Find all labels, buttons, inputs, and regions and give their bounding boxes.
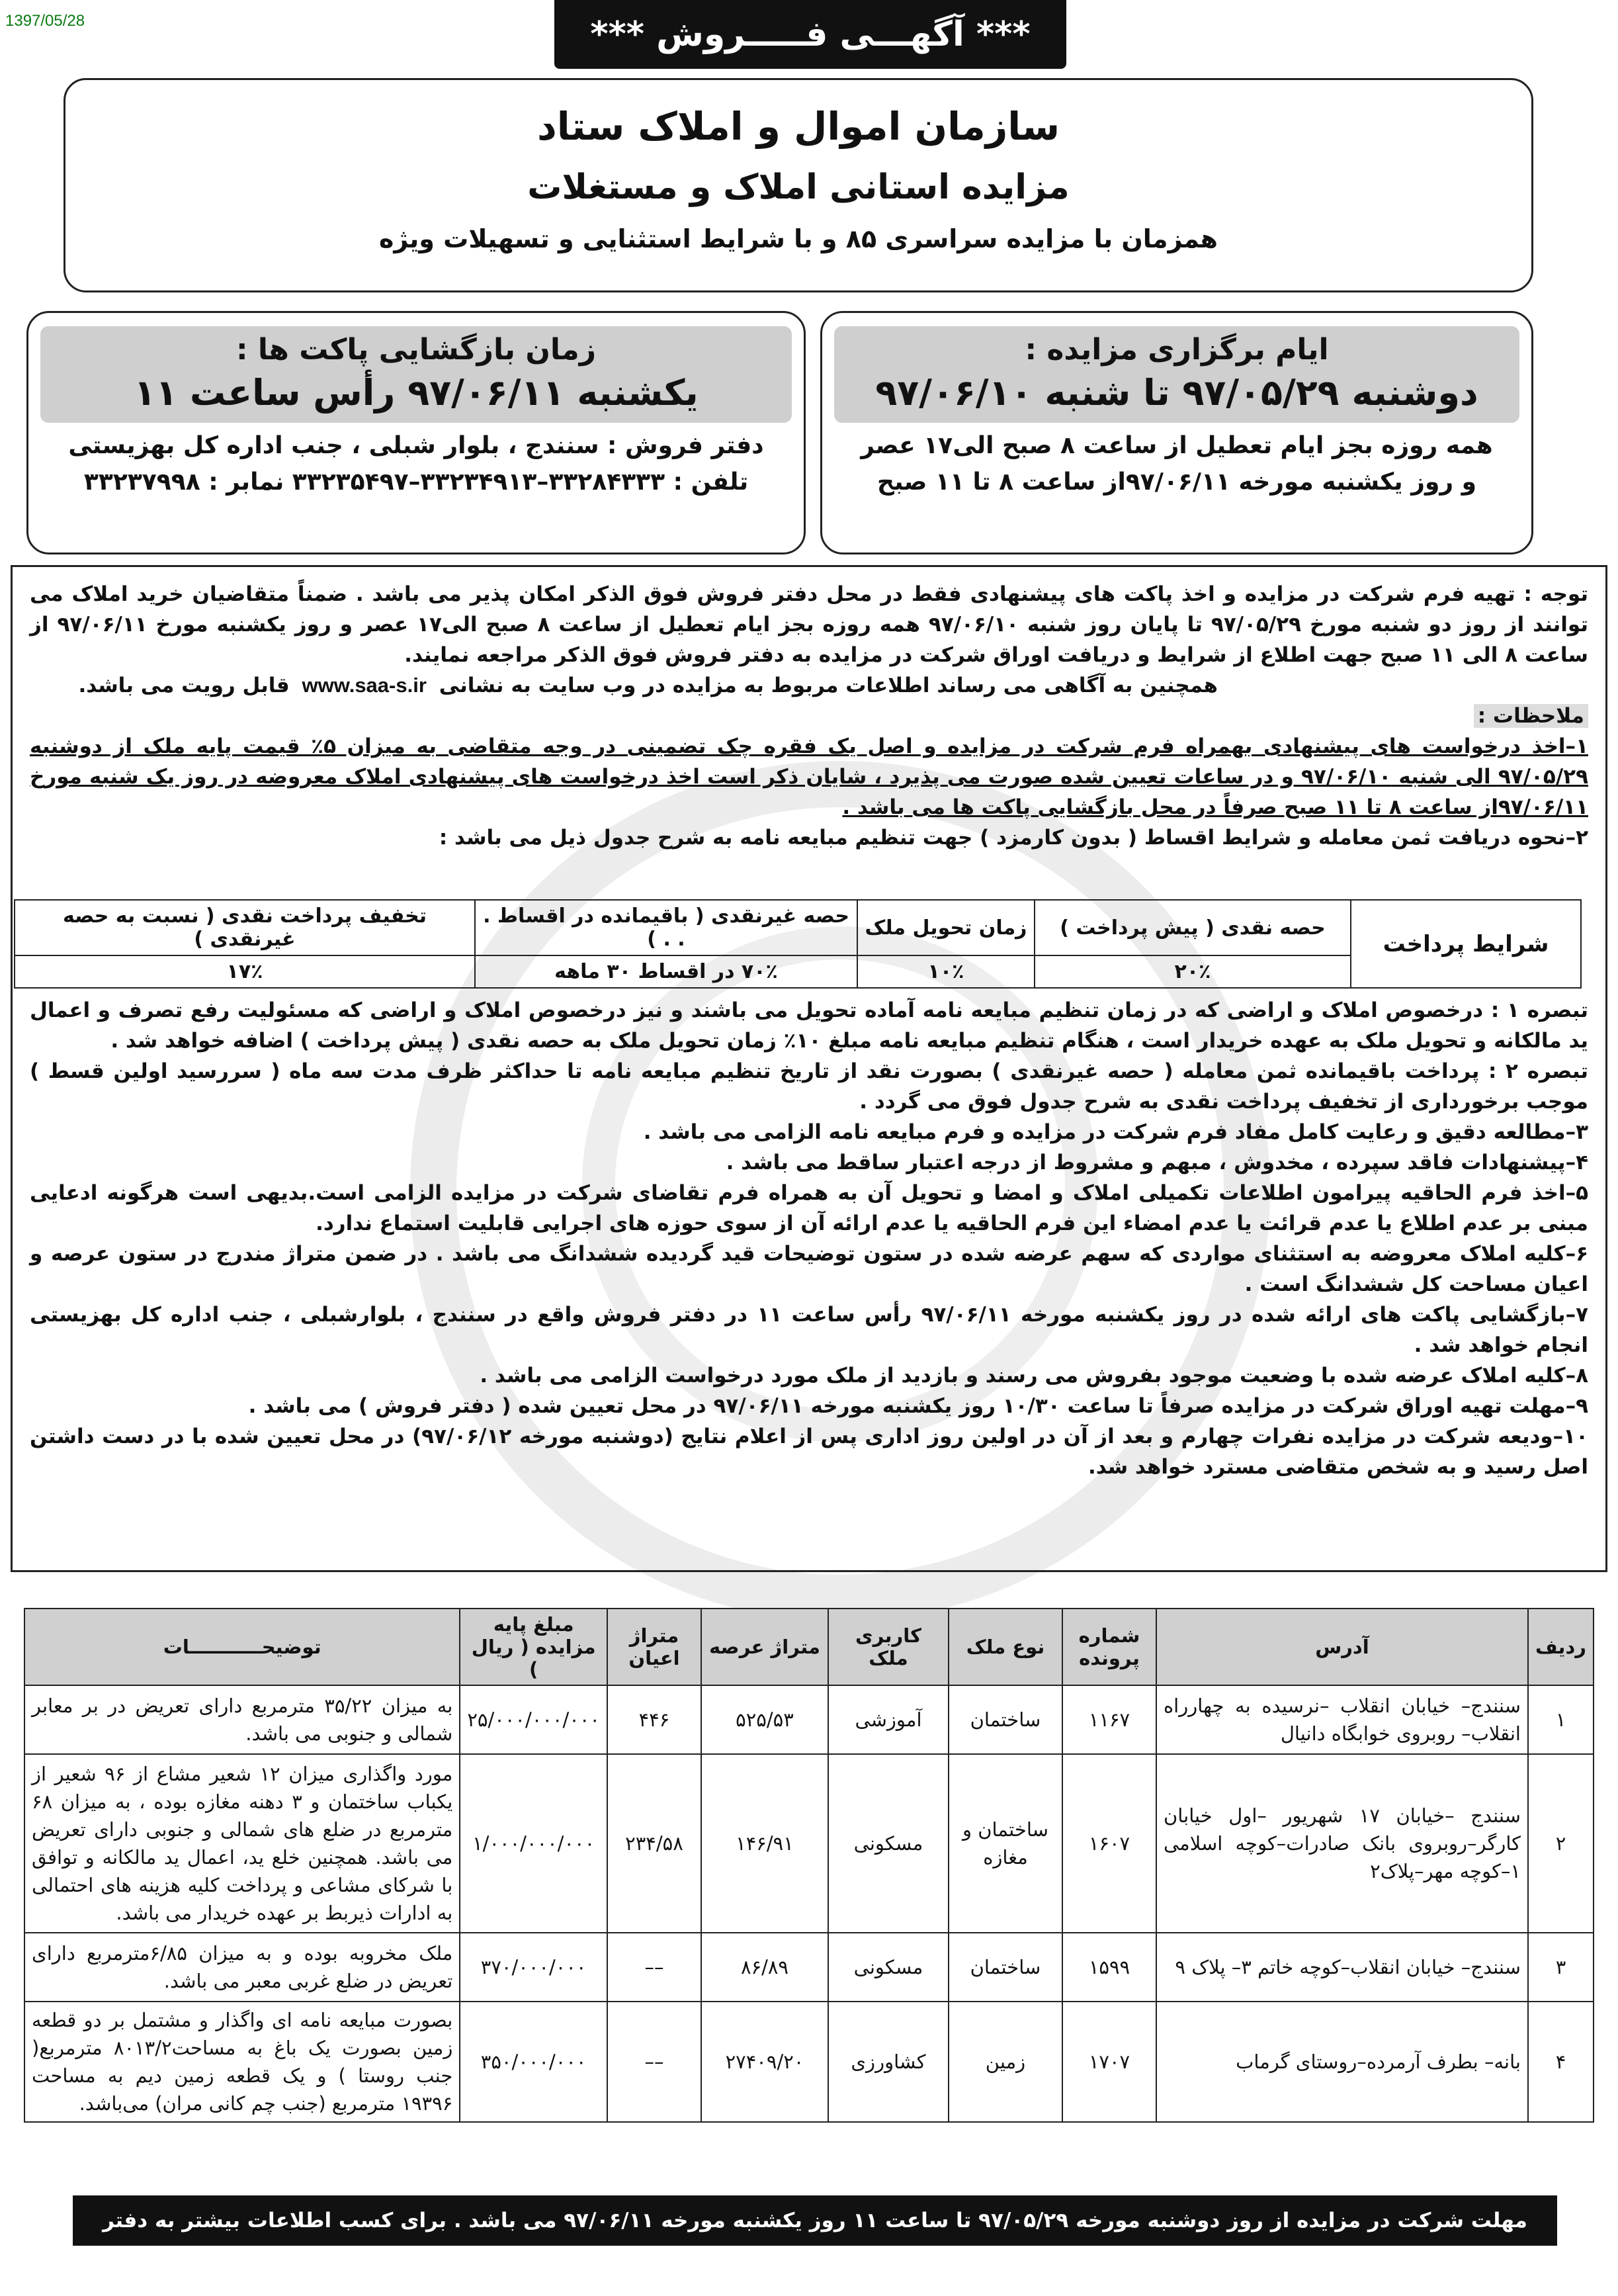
cell-building: –– [607, 2002, 701, 2122]
remark-item-8: ۸–کلیه املاک عرضه شده با وضعیت موجود بفروش می رسند و بازدید از ملک مورد درخواست الزامی می باشد . [480, 1364, 1588, 1388]
auction-days-dates: دوشنبه ۹۷/۰۵/۲۹ تا شنبه ۹۷/۰۶/۱۰ [875, 372, 1478, 414]
attention-paragraph: توجه : تهیه فرم شرکت در مزایده و اخذ پاکت های پیشنهادی فقط در محل دفتر فروش فوق الذکر امکان پذیر می باشد . ضمناً متقاضیان خرید املاک می توانند از روز دو شنبه مورخ ۹۷/۰۵/۲۹ تا پایان روز شنبه ۹۷/۰۶/۱۰ همه روزه بجز ایام تعطیل از ساعت ۸ صبح الی۱۷ عصر و روز یکشنبه مورخ ۹۷/۰۶/۱۱ از ساعت ۸ الی ۱۱ صبح جهت اطلاع از شرایط و دریافت اوراق شرکت در مزایده به دفتر فروش فوق الذکر مراجعه نمایند. [30, 582, 1588, 667]
payment-value-installments: ۷۰٪ در اقساط ۳۰ ماهه [475, 955, 857, 988]
cell-file: ۱۷۰۷ [1062, 2002, 1156, 2122]
website-line [30, 670, 1588, 701]
remark-item-7: ۷–بازگشایی پاکت های ارائه شده در روز یکشنبه مورخه ۹۷/۰۶/۱۱ رأس ساعت ۱۱ در دفتر فروش واقع در سنندج ، بلوارشبلی ، جنب اداره کل بهزیستی انجام خواهد شد . [30, 1303, 1588, 1357]
col-row: ردیف [1528, 1609, 1594, 1685]
auction-days-heading: ایام برگزاری مزایده : [1025, 333, 1329, 367]
cell-use: مسکونی [828, 1754, 949, 1933]
cell-land: ۸۶/۸۹ [701, 1933, 828, 2002]
property-table [24, 1608, 1594, 2123]
remark-item-9: ۹–مهلت تهیه اوراق شرکت در مزایده صرفاً تا ساعت ۱۰/۳۰ روز یکشنبه مورخه ۹۷/۰۶/۱۱ در محل تعیین شده ( دفتر فروش ) می باشد . [248, 1394, 1588, 1418]
cell-price: ۱/۰۰۰/۰۰۰/۰۰۰ [460, 1754, 607, 1933]
cell-description: مورد واگذاری میزان ۱۲ شعیر مشاع از ۹۶ شعیر از یکباب ساختمان و ۳ دهنه مغازه بوده ، به میزان ۶۸ مترمربع در ضلع های شمالی و جنوبی دارای تعریض می باشد. همچنین خلع ید، اعمال ید مالکانه و توافق با شرکای مشاعی و پرداخت کلیه هزینه های احتمالی به ادارات ذیربط بر عهده خریدار می باشد. [24, 1754, 460, 1933]
payment-value-discount: ۱۷٪ [15, 955, 475, 988]
cell-file: ۱۱۶۷ [1062, 1685, 1156, 1754]
remark-item-4: ۴–پیشنهادات فاقد سپرده ، مخدوش ، مبهم و مشروط از درجه اعتبار ساقط می باشد . [726, 1151, 1588, 1174]
cell-type: ساختمان [949, 1685, 1062, 1754]
remark-item-1: ۱–اخذ درخواست های پیشنهادی بهمراه فرم شرکت در مزایده و اصل یک فقره چک تضمینی در وجه متقاضی به میزان ۵٪ قیمت پایه ملک از دوشنبه ۹۷/۰۵/۲۹ الی شنبه ۹۷/۰۶/۱۰ و در ساعات تعیین شده صورت می پذیرد ، شایان ذکر است اخذ درخواست های پیشنهادی املاک معروضه در روز یک شنبه مورخ ۹۷/۰۶/۱۱از ساعت ۸ تا ۱۱ صبح صرفاً در محل بازگشایی پاکت ها می باشد . [30, 734, 1588, 819]
sales-office-address: دفتر فروش : سنندج ، بلوار شبلی ، جنب اداره کل بهزیستی [68, 432, 764, 459]
property-table-wrap [24, 1608, 1594, 2123]
remark-item-5: ۵–اخذ فرم الحاقیه پیرامون اطلاعات تکمیلی املاک و امضا و تحویل آن به همراه فرم تقاضای شرکت در مزایده الزامی است.بدیهی است هرگونه ادعایی مبنی بر عدم اطلاع یا عدم قرائت یا عدم امضاء این فرم الحاقیه یا عدم ارائه آن از سوی حوزه های اجرایی قابلیت استماع ندارد. [30, 1181, 1588, 1235]
opening-time-header [40, 326, 792, 423]
payment-table-value-row [15, 955, 1581, 988]
payment-header-cash: حصه نقدی ( پیش پرداخت ) [1035, 900, 1351, 955]
auction-days-header [834, 326, 1519, 423]
payment-value-cash: ۲۰٪ [1035, 955, 1351, 988]
cell-price: ۲۵/۰۰۰/۰۰۰/۰۰۰ [460, 1685, 607, 1754]
opening-time-box [26, 311, 806, 554]
footer-deadline-bar: مهلت شرکت در مزایده از روز دوشنبه مورخه ۹۷/۰۵/۲۹ تا ساعت ۱۱ روز یکشنبه مورخه ۹۷/۰۶/۱۱ می باشد . برای کسب اطلاعات بیشتر به دفتر فروش فوق الذکر مراجعه فرمایید . [73, 2195, 1557, 2246]
cell-file: ۱۶۰۷ [1062, 1754, 1156, 1933]
col-land-area: متراژ عرصه [701, 1609, 828, 1685]
cell-address: سنندج– خیابان انقلاب –نرسیده به چهارراه انقلاب– روبروی خوابگاه دانیال [1156, 1685, 1528, 1754]
col-file-number: شماره پرونده [1062, 1609, 1156, 1685]
cell-row: ۳ [1528, 1933, 1594, 2002]
col-type: نوع ملک [949, 1609, 1062, 1685]
payment-value-delivery: ۱۰٪ [857, 955, 1035, 988]
cell-use: کشاورزی [828, 2002, 949, 2122]
cell-description: بصورت مبایعه نامه ای واگذار و مشتمل بر دو قطعه زمین بصورت یک باغ به مساحت۸۰۱۳/۲ مترمربع( جنب روستا ) و یک قطعه زمین دیم به مساحت ۱۹۳۹۶ مترمربع (جنب چم کانی مران) می‌باشد. [24, 2002, 460, 2122]
note-2: تبصره ۲ : پرداخت باقیمانده ثمن معامله ( حصه غیرنقدی ) بصورت نقد از تاریخ تنظیم مبایعه نامه تا حداکثر ظرف مدت سه ماه ( سررسید اولین قسط ) موجب برخورداری از تخفیف پرداخت نقدی به شرح جدول فوق می گردد . [30, 1059, 1588, 1114]
col-building-area: متراژ اعیان [607, 1609, 701, 1685]
table-row [24, 1933, 1594, 2002]
remarks-label-text: ملاحظات : [1474, 704, 1588, 728]
cell-land: ۵۲۵/۵۳ [701, 1685, 828, 1754]
table-row [24, 1685, 1594, 1754]
cell-building: ۴۴۶ [607, 1685, 701, 1754]
remark-item-6: ۶–کلیه املاک معروضه به استثنای مواردی که سهم عرضه شده در ستون توضیحات قید گردیده ششدانگ می باشد . در ضمن متراژ مندرج در ستون عرصه و اعیان مساحت کل ششدانگ است . [30, 1242, 1588, 1296]
date-stamp: 1397/05/28 [5, 12, 85, 30]
table-row [24, 2002, 1594, 2122]
cell-row: ۲ [1528, 1754, 1594, 1933]
website-link[interactable]: www.saa-s.ir [302, 674, 427, 697]
contact-phones: تلفن : ۳۳۲۸۴۳۳۳–۳۳۲۳۴۹۱۳–۳۳۲۳۵۴۹۷ نمابر : ۳۳۲۳۷۹۹۸ [83, 468, 749, 496]
auction-days-line2: و روز یکشنبه مورخه ۹۷/۰۶/۱۱از ساعت ۸ تا ۱۱ صبح [877, 468, 1476, 496]
remarks-label [30, 701, 1588, 731]
payment-row-label: شرایط پرداخت [1351, 900, 1581, 988]
note-1: تبصره ۱ : درخصوص املاک و اراضی که در زمان تنظیم مبایعه نامه آماده تحویل می باشند و نیز درخصوص املاک و اراضی که مسئولیت رفع تصرف و اعمال ید مالکانه و تحویل ملک به عهده خریدار است ، هنگام تنظیم مبایعه نامه مبلغ ۱۰٪ زمان تحویل ملک به حصه نقدی ( پیش پرداخت ) اضافه خواهد شد . [30, 998, 1588, 1053]
organization-box [64, 78, 1533, 292]
cell-address: بانه– بطرف آرمرده–روستای گرماب [1156, 2002, 1528, 2122]
cell-price: ۳۷۰/۰۰۰/۰۰۰ [460, 1933, 607, 2002]
cell-building: ۲۳۴/۵۸ [607, 1754, 701, 1933]
cell-description: ملک مخروبه بوده و به میزان ۶/۸۵مترمربع دارای تعریض در ضلع غربی معبر می باشد. [24, 1933, 460, 2002]
cell-file: ۱۵۹۹ [1062, 1933, 1156, 2002]
table-row [24, 1754, 1594, 1933]
cell-type: ساختمان [949, 1933, 1062, 2002]
organization-title: سازمان اموال و املاک ستاد [536, 104, 1060, 149]
cell-row: ۱ [1528, 1685, 1594, 1754]
cell-description: به میزان ۳۵/۲۲ مترمربع دارای تعریض در بر معابر شمالی و جنوبی می باشد. [24, 1685, 460, 1754]
auction-days-box [820, 311, 1533, 554]
website-text-pre: همچنین به آگاهی می رساند اطلاعات مربوط به مزایده در وب سایت به نشانی [439, 674, 1218, 697]
auction-note: همزمان با مزایده سراسری ۸۵ و با شرایط استثنایی و تسهیلات ویژه [378, 224, 1218, 253]
col-base-price: مبلغ پایه مزایده ( ریال ) [460, 1609, 607, 1685]
col-description: توضیحـــــــــــات [24, 1609, 460, 1685]
cell-address: سنندج– خیابان انقلاب–کوچه خاتم ۳– پلاک ۹ [1156, 1933, 1528, 2002]
cell-building: –– [607, 1933, 701, 2002]
payment-table [14, 899, 1582, 989]
remark-item-10: ۱۰–ودیعه شرکت در مزایده نفرات چهارم و بعد از آن در اولین روز اداری پس از اعلام نتایج (دوشنبه مورخه ۹۷/۰۶/۱۲) در محل تعیین شده با در دست داشتن اصل رسید و به شخص متقاضی مسترد خواهد شد. [30, 1425, 1588, 1479]
col-use: کاربری ملک [828, 1609, 949, 1685]
opening-time-heading: زمان بازگشایی پاکت ها : [235, 333, 597, 367]
property-table-header-row [24, 1609, 1594, 1685]
payment-header-delivery: زمان تحویل ملک [857, 900, 1035, 955]
cell-type: ساختمان و مغازه [949, 1754, 1062, 1933]
cell-row: ۴ [1528, 2002, 1594, 2122]
auction-subtitle: مزایده استانی املاک و مستغلات [527, 167, 1070, 207]
payment-header-installments: حصه غیرنقدی ( باقیمانده در اقساط . . . ) [475, 900, 857, 955]
cell-type: زمین [949, 2002, 1062, 2122]
cell-use: مسکونی [828, 1933, 949, 2002]
opening-time-dates: یکشنبه ۹۷/۰۶/۱۱ رأس ساعت ۱۱ [134, 372, 699, 414]
cell-address: سنندج –خیابان ۱۷ شهریور –اول خیابان کارگر–روبروی بانک صادرات–کوچه اسلامی ۱–کوچه مهر–پلاک۲ [1156, 1754, 1528, 1933]
auction-days-line1: همه روزه بجز ایام تعطیل از ساعت ۸ صبح الی۱۷ عصر [861, 432, 1493, 459]
payment-header-discount: تخفیف پرداخت نقدی ( نسبت به حصه غیرنقدی ) [15, 900, 475, 955]
remark-item-2: ۲–نحوه دریافت ثمن معامله و شرایط اقساط ( بدون کارمزد ) جهت تنظیم مبایعه نامه به شرح جدول ذیل می باشد : [439, 826, 1588, 850]
notice-box [11, 565, 1607, 1572]
cell-land: ۲۷۴۰۹/۲۰ [701, 2002, 828, 2122]
col-address: آدرس [1156, 1609, 1528, 1685]
remark-item-3: ۳–مطالعه دقیق و رعایت کامل مفاد فرم شرکت در مزایده و فرم مبایعه نامه الزامی می باشد . [643, 1120, 1588, 1144]
website-text-post: قابل رویت می باشد. [78, 674, 290, 697]
payment-table-header-row [15, 900, 1581, 955]
banner-title: *** آگهـــی فـــــروش *** [554, 0, 1066, 69]
cell-land: ۱۴۶/۹۱ [701, 1754, 828, 1933]
cell-price: ۳۵۰/۰۰۰/۰۰۰ [460, 2002, 607, 2122]
cell-use: آموزشی [828, 1685, 949, 1754]
